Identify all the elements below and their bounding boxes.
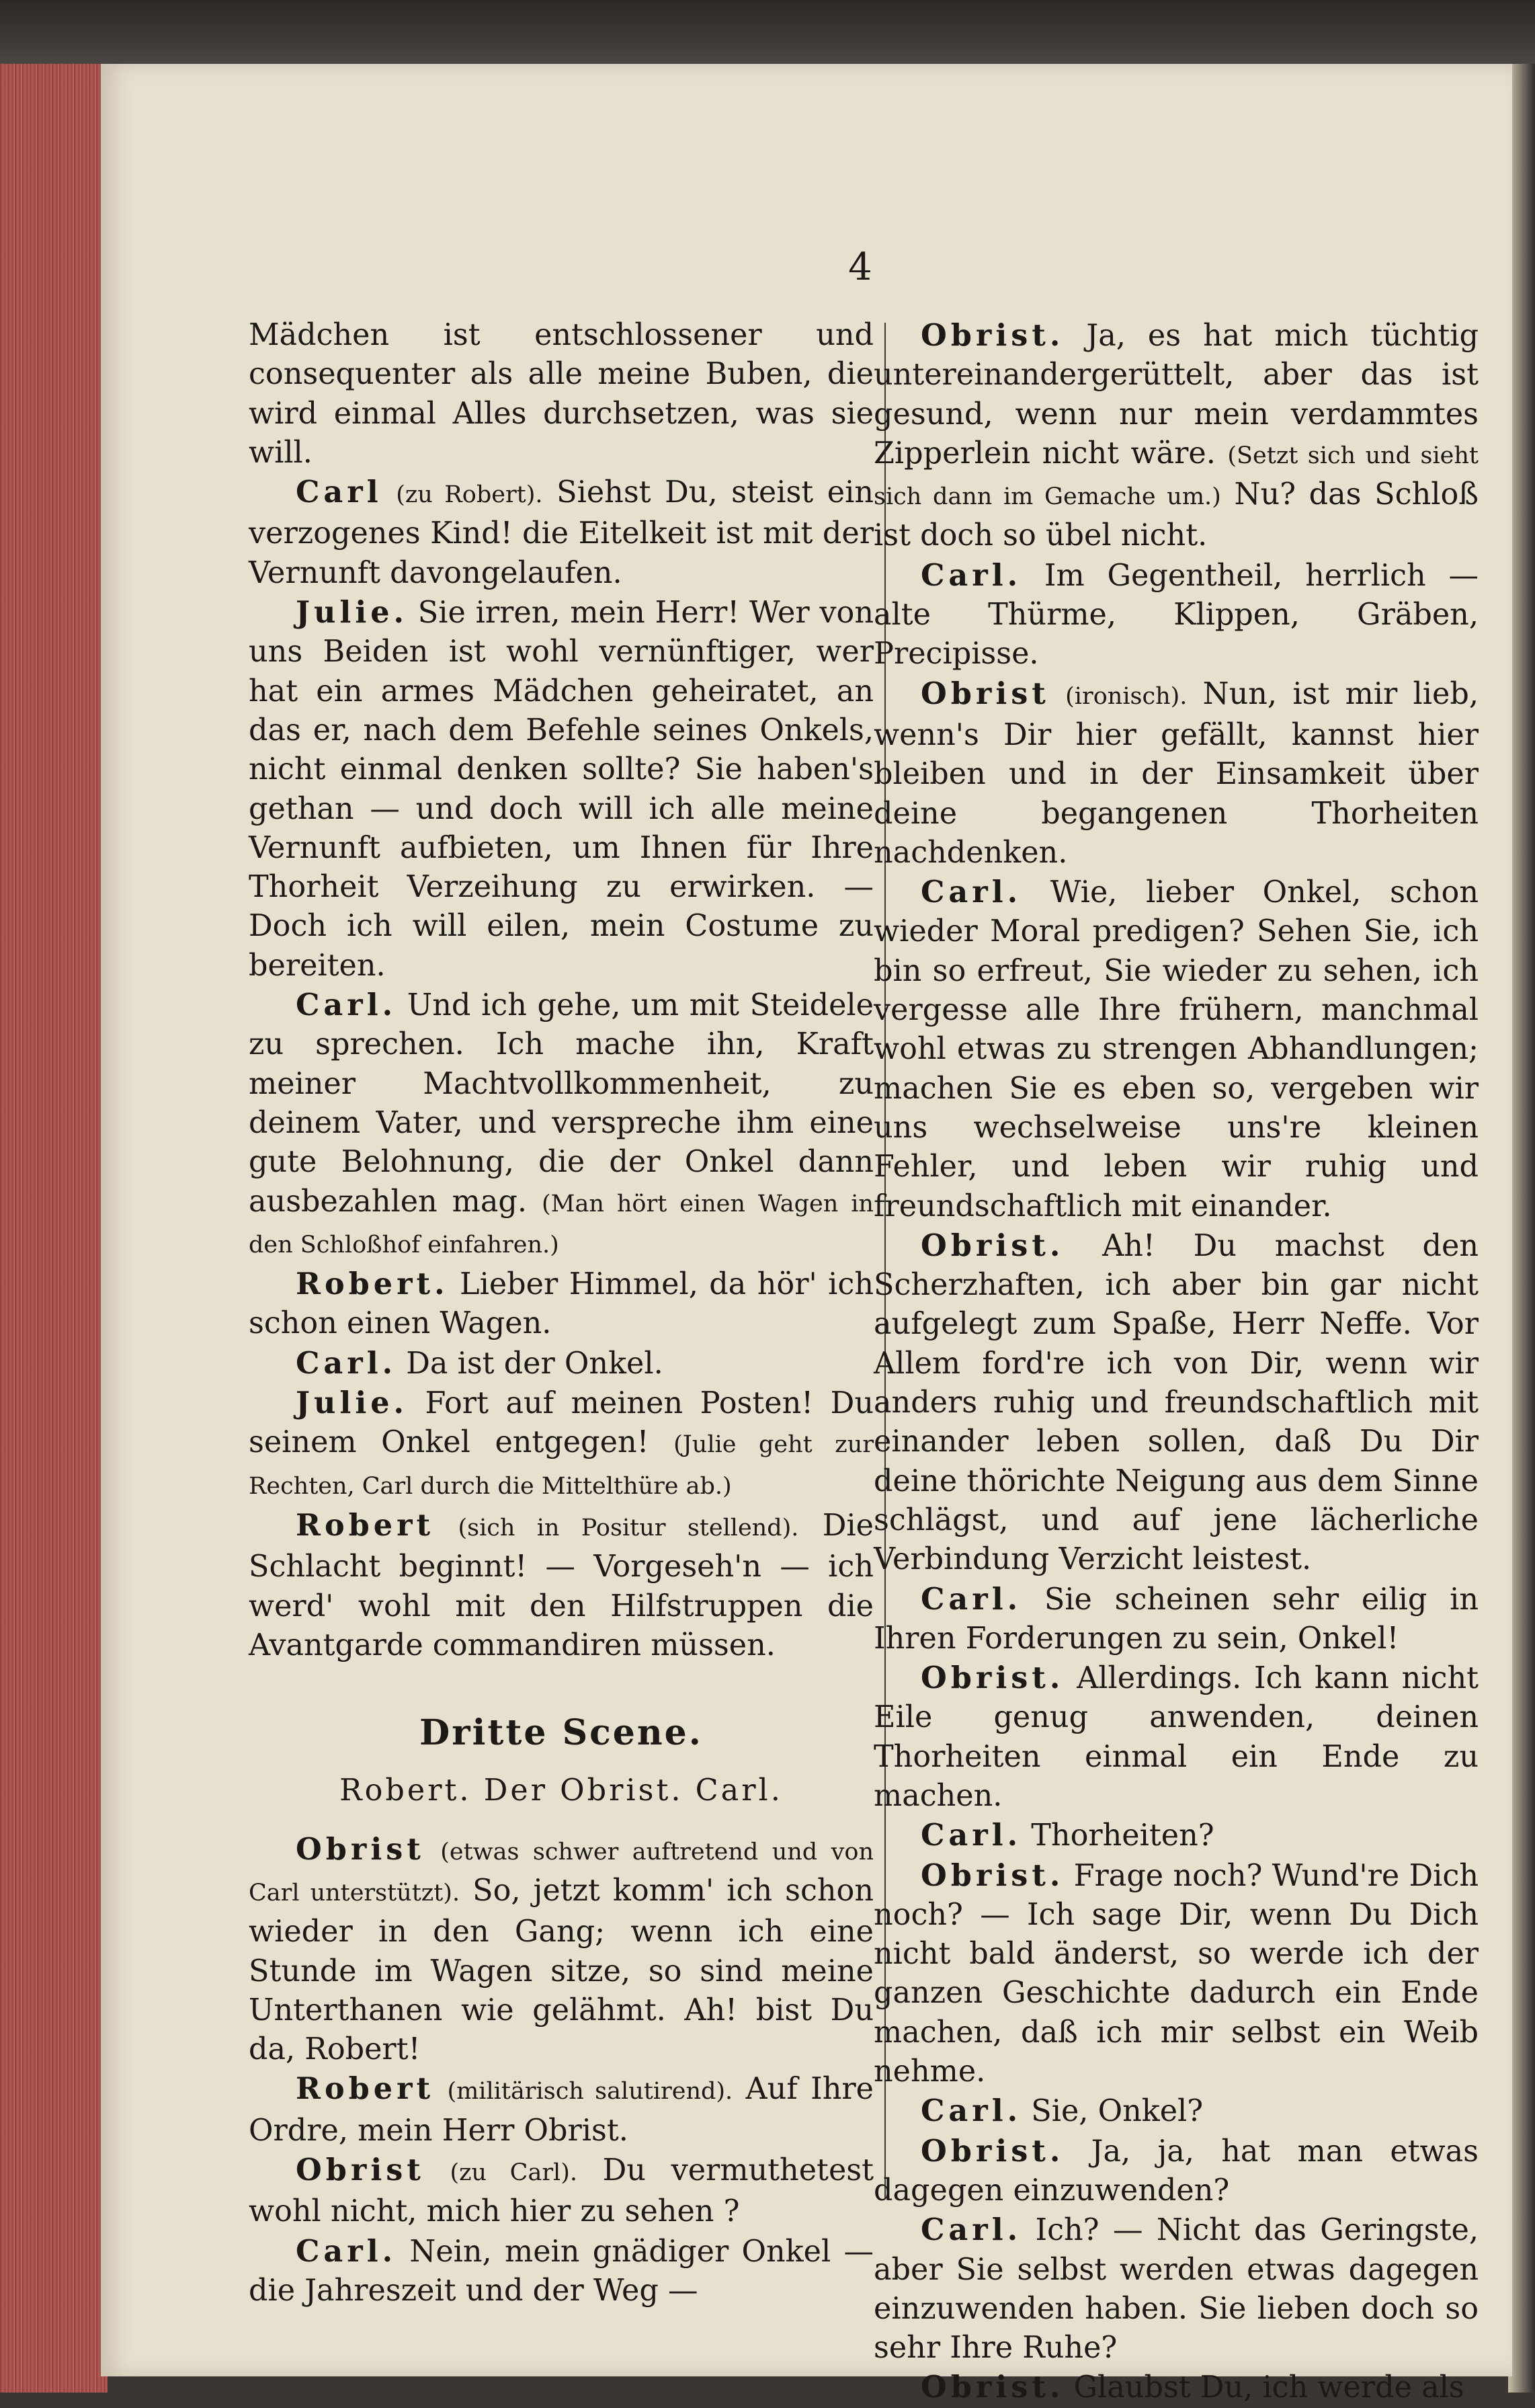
speaker-name: Carl. [921,1581,1022,1617]
page-number: 4 [848,245,872,289]
stage-direction: (Man hört einen Wagen in den Schloßhof einfahren.) [249,1190,874,1258]
speaker-name: Robert [296,2071,435,2107]
page-edges [0,64,108,2393]
dialogue: Die Schlacht beginnt! — Vorgeseh'n — ich werd' wohl mit den Hilfstruppen die Avantgarde commandiren müssen. [249,1508,874,1662]
paragraph [249,2232,874,2311]
paragraph [874,1580,1479,1659]
book-binding-edge [1508,64,1535,2393]
speaker-name: Carl. [921,1818,1022,1853]
paragraph [874,316,1479,556]
paragraph [249,1344,874,1383]
dialogue: Allerdings. Ich kann nicht Eile genug anwenden, deinen Thorheiten einmal ein Ende zu machen. [874,1661,1479,1813]
dialogue: Nun, ist mir lieb, wenn's Dir hier gefällt, kannst hier bleiben und in der Einsamkeit über deine begangenen Thorheiten nachdenken. [874,676,1479,870]
dialogue: Fort auf meinen Posten! Du seinem Onkel entgegen! [249,1386,874,1460]
dialogue: Thorheiten? [1022,1818,1214,1853]
paragraph: Mädchen ist entschlossener und consequenter als alle meine Buben, die wird einmal Alles durchsetzen, was sie will. [249,318,874,470]
dialogue: Sie scheinen sehr eilig in Ihren Forderungen zu sein, Onkel! [874,1582,1479,1656]
dialogue: Da ist der Onkel. [397,1346,663,1381]
dialogue: Auf Ihre Ordre, mein Herr Obrist. [249,2072,874,2148]
speaker-name: Obrist. [921,318,1065,353]
speaker-name: Carl. [296,1345,397,1381]
dialogue: Ich? — Nicht das Geringste, aber Sie selbst werden etwas dagegen einzuwenden haben. Sie lieben doch so sehr Ihre Ruhe? [874,2213,1479,2366]
dialogue: Sie, Onkel? [1022,2094,1204,2129]
speaker-name: Robert. [296,1267,449,1302]
paragraph [249,473,874,593]
paragraph [874,1658,1479,1816]
speaker-name: Carl. [921,875,1022,910]
speaker-name: Carl. [921,557,1022,593]
paragraph [874,1856,1479,2092]
dialogue: Nu? das Schloß ist doch so übel nicht. [874,477,1479,553]
dialogue: Im Gegentheil, herrlich — alte Thürme, Klippen, Gräben, Precipisse. [874,558,1479,672]
right-column [874,316,1479,2408]
paragraph [874,1226,1479,1580]
paragraph [874,873,1479,1226]
stage-direction: (militärisch salutirend). [447,2078,733,2105]
stage-direction: (zu Robert). [396,481,543,509]
dialogue: Frage noch? Wund're Dich noch? — Ich sage Dir, wenn Du Dich nicht bald änderst, so werde ich der ganzen Geschichte dadurch ein Ende machen, daß ich mir selbst ein Weib nehme. [874,1858,1479,2089]
paragraph [874,556,1479,674]
dialogue: Du vermuthetest wohl nicht, mich hier zu sehen ? [249,2153,874,2229]
dialogue: Ah! Du machst den Scherzhaften, ich aber bin gar nicht aufgelegt zum Spaße, Herr Neffe. Vor Allem ford're ich von Dir, wenn wir anders ruhig und freundschaftlich mit einander leben sollen, daß Du Dir deine thörichte Neigung aus dem Sinne schlägst, und auf jene lächerliche Verbindung Verzicht leistest. [874,1228,1479,1577]
speaker-name: Obrist [296,2153,425,2188]
paragraph [249,593,874,986]
stage-direction: (Julie geht zur Rechten, Carl durch die Mittelthüre ab.) [249,1431,874,1500]
stage-direction: (sich in Positur stellend). [458,1514,799,1541]
speaker-name: Carl. [921,2212,1022,2248]
speaker-name: Carl [296,475,382,510]
paragraph [249,1383,874,1506]
stage-direction: (Setzt sich und sieht sich dann im Gemache um.) [874,442,1479,511]
scene-title: Dritte Scene. [419,1712,703,1754]
speaker-name: Carl. [296,2233,397,2269]
paragraph [874,2132,1479,2211]
speaker-name: Obrist. [921,1228,1065,1263]
speaker-name: Carl. [296,988,397,1023]
dialogue: So, jetzt komm' ich schon wieder in den Gang; wenn ich eine Stunde im Wagen sitze, so sind meine Unterthanen wie gelähmt. Ah! bist Du da, Robert! [249,1873,874,2067]
speaker-name: Robert [296,1507,435,1543]
paragraph [874,2210,1479,2368]
dialogue: Sie irren, mein Herr! Wer von uns Beiden ist wohl vernünftiger, wer hat ein armes Mädchen geheiratet, an das er, nach dem Befehle seines Onkels, nicht einmal denken sollte? Sie haben's gethan — und doch will ich alle meine Vernunft aufbieten, um Ihnen für Ihre Thorheit Verzeihung zu erwirken. — Doch ich will eilen, mein Costume zu bereiten. [249,596,874,983]
stage-direction: (etwas schwer auftretend und von Carl unterstützt). [249,1838,874,1907]
speaker-name: Obrist. [921,2370,1065,2405]
dialogue: Siehst Du, steist ein verzogenes Kind! die Eitelkeit ist mit der Vernunft davongelaufen. [249,475,874,590]
book-cover-top [0,0,1535,64]
paragraph [874,2368,1479,2407]
dialogue: Ja, ja, hat man etwas dagegen einzuwenden? [874,2134,1479,2208]
speaker-name: Julie. [296,1386,409,1421]
paragraph [249,2151,874,2232]
speaker-name: Obrist. [921,1660,1065,1696]
speaker-name: Julie. [296,595,409,631]
dialogue: Glaubst Du, ich werde als [1064,2370,1464,2405]
speaker-name: Obrist. [921,2133,1065,2169]
paragraph [874,1816,1479,1855]
dialogue: Nein, mein gnädiger Onkel — die Jahreszeit und der Weg — [249,2234,874,2308]
left-column [249,316,874,2311]
stage-direction: (zu Carl). [450,2159,578,2187]
paragraph [249,1830,874,2070]
speaker-name: Obrist. [921,1857,1065,1893]
speaker-name: Obrist [921,676,1050,711]
speaker-name: Obrist [296,1831,425,1867]
stage-direction: (ironisch). [1065,682,1188,710]
paragraph [874,674,1479,873]
dialogue: Lieber Himmel, da hör' ich schon einen Wagen. [249,1267,874,1341]
dialogue: Wie, lieber Onkel, schon wieder Moral predigen? Sehen Sie, ich bin so erfreut, Sie wieder zu sehen, ich vergesse alle Ihre frühern, manchmal wohl etwas zu strengen Abhandlungen; machen Sie es eben so, vergeben wir uns wechselweise uns're kleinen Fehler, und leben wir ruhig und freundschaftlich mit einander. [874,875,1479,1223]
paragraph [249,1506,874,1665]
paragraph [249,986,874,1265]
scene-cast: Robert. Der Obrist. Carl. [339,1773,783,1808]
speaker-name: Carl. [921,2093,1022,2129]
paragraph [249,2069,874,2151]
paragraph [874,2091,1479,2131]
dialogue: Und ich gehe, um mit Steidele zu sprechen. Ich mache ihn, Kraft meiner Machtvollkommenheit, zu deinem Vater, und verspreche ihm eine gute Belohnung, die der Onkel dann ausbezahlen mag. [249,988,874,1219]
paragraph [249,1265,874,1344]
dialogue: Ja, es hat mich tüchtig untereinandergerüttelt, aber das ist gesund, wenn nur mein verdammtes Zipperlein nicht wäre. [874,319,1479,471]
